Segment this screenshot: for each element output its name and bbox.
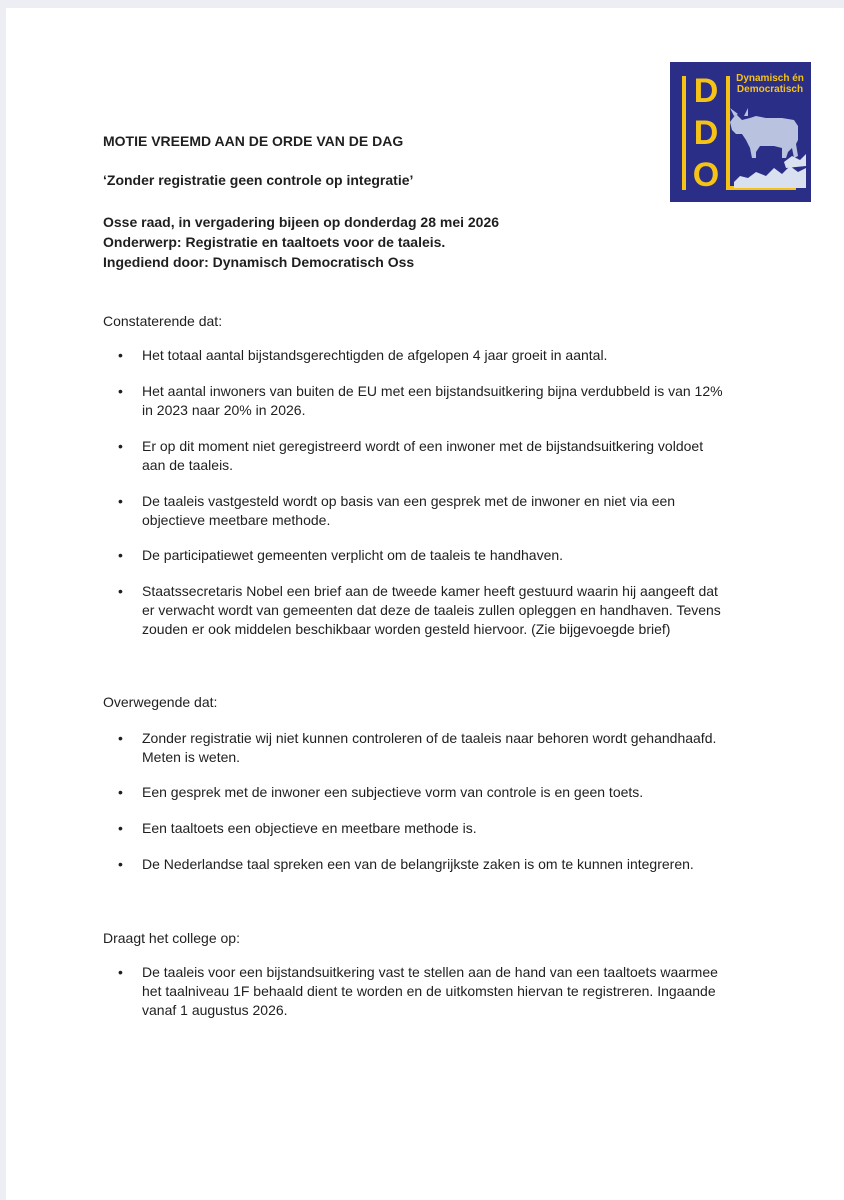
logo-letter: D <box>693 114 719 152</box>
list-item: Er op dit moment niet geregistreerd wordt of een inwoner met de bijstandsuitkering voldoet aan de taaleis. <box>142 438 704 473</box>
list-item: Staatssecretaris Nobel een brief aan de tweede kamer heeft gestuurd waarin hij aangeeft dat er verwacht wordt van gemeenten dat deze de taaleis zullen opleggen en handhaven. Tevens zouden er ook middelen beschikbaar worden gesteld hiervoor. (Zie bijgevoegde brief) <box>142 583 721 637</box>
document-page <box>6 8 844 1200</box>
list-item: Een gesprek met de inwoner een subjectieve vorm van controle is en geen toets. <box>142 784 644 800</box>
bullet: • <box>118 730 123 746</box>
bullet: • <box>118 347 123 363</box>
list-item: Een taaltoets een objectieve en meetbare methode is. <box>142 820 477 836</box>
bullet: • <box>118 493 123 509</box>
logo-letter: O <box>692 156 720 194</box>
document-title: MOTIE VREEMD AAN DE ORDE VAN DE DAG <box>103 133 404 149</box>
subject-line: Onderwerp: Registratie en taaltoets voor de taaleis. <box>103 234 446 250</box>
list-item: Het totaal aantal bijstandsgerechtigden de afgelopen 4 jaar groeit in aantal. <box>142 347 608 363</box>
meeting-line: Osse raad, in vergadering bijeen op donderdag 28 mei 2026 <box>103 214 500 230</box>
bullet: • <box>118 856 123 872</box>
list-item: De Nederlandse taal spreken een van de belangrijkste zaken is om te kunnen integreren. <box>142 856 694 872</box>
bullet: • <box>118 583 123 599</box>
bullet: • <box>118 383 123 399</box>
party-logo <box>670 62 811 202</box>
list-item: De participatiewet gemeenten verplicht om de taaleis te handhaven. <box>142 547 564 563</box>
bullet: • <box>118 784 123 800</box>
logo-letter: D <box>693 72 719 110</box>
section-heading: Constaterende dat: <box>103 313 223 329</box>
list-item: Zonder registratie wij niet kunnen controleren of de taaleis naar behoren wordt gehandhaafd. Meten is weten. <box>142 730 717 765</box>
bullet: • <box>118 547 123 563</box>
logo-brand-line: Democratisch <box>736 84 804 95</box>
section-heading: Overwegende dat: <box>103 694 218 710</box>
logo-brand-line: Dynamisch én <box>736 73 804 84</box>
submitted-by-line: Ingediend door: Dynamisch Democratisch Oss <box>103 254 415 270</box>
cow-icon <box>726 96 808 188</box>
bullet: • <box>118 964 123 980</box>
section-heading: Draagt het college op: <box>103 930 240 946</box>
list-item: De taaleis vastgesteld wordt op basis van een gesprek met de inwoner en niet via een objectieve meetbare methode. <box>142 493 676 528</box>
bullet: • <box>118 438 123 454</box>
bullet: • <box>118 820 123 836</box>
document-subtitle: ‘Zonder registratie geen controle op integratie’ <box>103 172 414 188</box>
list-item: De taaleis voor een bijstandsuitkering vast te stellen aan de hand van een taaltoets waarmee het taalniveau 1F behaald dient te worden en de uitkomsten hiervan te registreren. Ingaande vanaf 1 augustus 2026. <box>142 964 718 1018</box>
logo-bar <box>682 76 686 190</box>
list-item: Het aantal inwoners van buiten de EU met een bijstandsuitkering bijna verdubbeld is van 12% in 2023 naar 20% in 2026. <box>142 383 723 418</box>
logo-brand-text <box>732 73 808 95</box>
